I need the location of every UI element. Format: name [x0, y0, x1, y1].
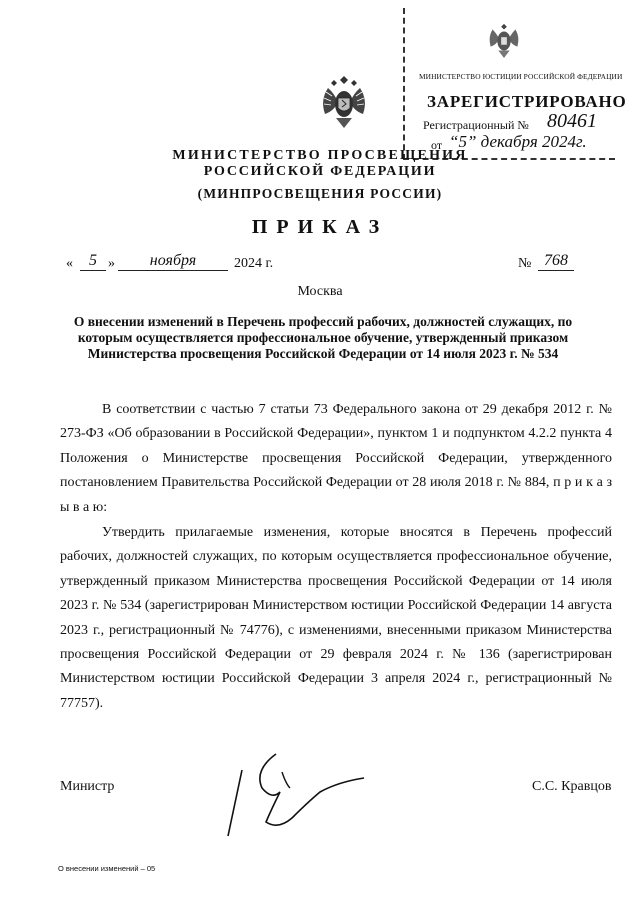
signatory-position: Министр [60, 779, 115, 794]
document-title: ПРИКАЗ [251, 216, 389, 238]
coat-of-arms-icon [485, 20, 523, 60]
date-month: ноября [118, 252, 228, 271]
stamp-ministry: МИНИСТЕРСТВО ЮСТИЦИИ РОССИЙСКОЙ ФЕДЕРАЦИИ [419, 72, 623, 81]
order-number-label: № [518, 256, 532, 271]
registration-stamp [403, 8, 627, 160]
date-open-quote: « [66, 256, 73, 271]
stamp-regnum-value: 80461 [547, 110, 597, 132]
date-close-quote: » [108, 256, 115, 271]
paragraph-order-text: Утвердить прилагаемые изменения, которые вносятся в Перечень профессий рабочих, должностей служащих, по которым осуществляется профессиональное обучение, утвержденный приказом Министерства просвещения Российской Федерации от 14 июля 2023 г. № 534 (зарегистрирован Министерством юстиции Российской Федерации 14 августа 2023 г., регистрационный № 74776), с изменениями, внесенными приказом Министерства просвещения Российской Федерации от 29 февраля 2024 г. № 136 (зарегистрирован Министерством юстиции Российской Федерации 3 апреля 2024 г., регистрационный № 77757). [60, 525, 612, 711]
ministry-name: МИНИСТЕРСТВО ПРОСВЕЩЕНИЯ [172, 148, 468, 163]
date-number-line [66, 252, 576, 276]
stamp-regnum-label: Регистрационный № [423, 118, 529, 132]
federation-name: РОССИЙСКОЙ ФЕДЕРАЦИИ [203, 164, 437, 179]
footer-note: О внесении изменений – 05 [58, 864, 156, 873]
date-day: 5 [80, 252, 106, 271]
paragraph-legal-basis: В соответствии с частью 7 статьи 73 Федерального закона от 29 декабря 2012 г. № 273-ФЗ «Об образовании в Российской Федерации», пунктом 1 и подпунктом 4.2.2 пункта 4 Положения о Министерстве просвещения Российской Федерации, утвержденного постановлением Правительства Российской Федерации от 28 июля 2018 г. № 884, п р и к а з ы в а ю: [60, 402, 612, 515]
date-year: 2024 г. [234, 256, 274, 271]
stamp-regdate-label: от [431, 138, 443, 152]
coat-of-arms-icon [318, 74, 370, 130]
stamp-regdate-value: “5” декабря 2024г. [449, 132, 587, 151]
city: Москва [297, 284, 343, 299]
ministry-short-name: (МИНПРОСВЕЩЕНИЯ РОССИИ) [197, 186, 443, 201]
signatory-name: С.С. Кравцов [532, 779, 612, 794]
order-number: 768 [538, 252, 574, 271]
stamp-registered: ЗАРЕГИСТРИРОВАНО [427, 92, 627, 111]
signature-icon [220, 748, 370, 838]
order-subject: О внесении изменений в Перечень профессий рабочих, должностей служащих, по которым осуществляется профессиональное обучение, утвержденный приказом Министерства просвещения Российской Федерации от 14 июля 2023 г. № 534 [73, 314, 573, 361]
